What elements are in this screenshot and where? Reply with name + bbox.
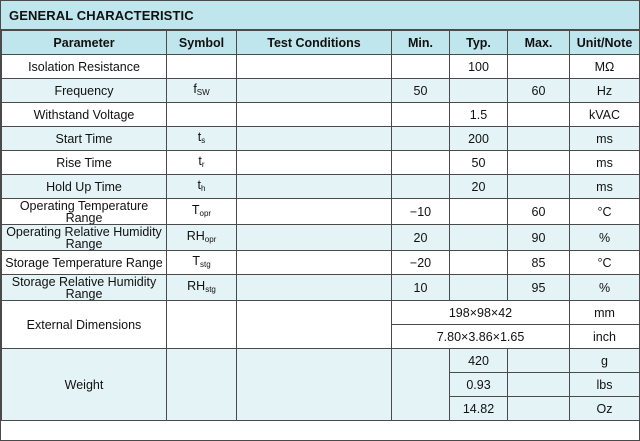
cell-max bbox=[508, 397, 570, 421]
cell-typ: 50 bbox=[450, 151, 508, 175]
symbol-sub: r bbox=[201, 159, 205, 169]
cell-typ bbox=[450, 79, 508, 103]
table-row bbox=[2, 301, 640, 325]
cell-min: −10 bbox=[392, 199, 450, 225]
cell-test-conditions bbox=[237, 151, 392, 175]
cell-unit: Hz bbox=[570, 79, 640, 103]
cell-symbol bbox=[167, 175, 237, 199]
symbol-main: t bbox=[197, 177, 202, 192]
cell-parameter: Start Time bbox=[2, 127, 167, 151]
cell-typ: 200 bbox=[450, 127, 508, 151]
header-max: Max. bbox=[508, 31, 570, 55]
table-row bbox=[2, 349, 640, 373]
cell-typ bbox=[450, 251, 508, 275]
table-row bbox=[2, 275, 640, 301]
cell-typ: 100 bbox=[450, 55, 508, 79]
cell-symbol bbox=[167, 103, 237, 127]
cell-typ bbox=[450, 275, 508, 301]
table-row bbox=[2, 103, 640, 127]
cell-test-conditions bbox=[237, 103, 392, 127]
cell-max: 60 bbox=[508, 199, 570, 225]
cell-max: 60 bbox=[508, 79, 570, 103]
cell-symbol bbox=[167, 349, 237, 421]
symbol-main: T bbox=[191, 202, 200, 217]
cell-symbol bbox=[167, 199, 237, 225]
cell-test-conditions bbox=[237, 127, 392, 151]
cell-max bbox=[508, 373, 570, 397]
cell-unit: °C bbox=[570, 199, 640, 225]
cell-min bbox=[392, 127, 450, 151]
cell-max bbox=[508, 55, 570, 79]
table-row bbox=[2, 79, 640, 103]
cell-symbol bbox=[167, 225, 237, 251]
cell-typ: 420 bbox=[450, 349, 508, 373]
cell-unit: % bbox=[570, 275, 640, 301]
cell-test-conditions bbox=[237, 225, 392, 251]
cell-unit: Oz bbox=[570, 397, 640, 421]
cell-max: 85 bbox=[508, 251, 570, 275]
cell-unit: MΩ bbox=[570, 55, 640, 79]
title-bar bbox=[1, 1, 639, 30]
cell-min bbox=[392, 151, 450, 175]
characteristics-table bbox=[1, 30, 640, 421]
cell-test-conditions bbox=[237, 349, 392, 421]
cell-symbol bbox=[167, 127, 237, 151]
cell-max: 95 bbox=[508, 275, 570, 301]
table-row bbox=[2, 251, 640, 275]
cell-max: 90 bbox=[508, 225, 570, 251]
cell-min: 50 bbox=[392, 79, 450, 103]
cell-test-conditions bbox=[237, 275, 392, 301]
symbol-main: RH bbox=[187, 278, 206, 293]
symbol-sub: stg bbox=[199, 259, 211, 269]
cell-test-conditions bbox=[237, 301, 392, 349]
cell-unit: kVAC bbox=[570, 103, 640, 127]
cell-unit: g bbox=[570, 349, 640, 373]
cell-parameter: Rise Time bbox=[2, 151, 167, 175]
cell-typ: 20 bbox=[450, 175, 508, 199]
table-row bbox=[2, 151, 640, 175]
header-test-conditions: Test Conditions bbox=[237, 31, 392, 55]
cell-min bbox=[392, 175, 450, 199]
cell-parameter: Operating Relative Humidity Range bbox=[2, 225, 167, 251]
cell-symbol bbox=[167, 301, 237, 349]
cell-parameter: Storage Temperature Range bbox=[2, 251, 167, 275]
cell-symbol bbox=[167, 79, 237, 103]
symbol-main: t bbox=[198, 153, 202, 168]
table-row bbox=[2, 175, 640, 199]
table-row bbox=[2, 55, 640, 79]
symbol-main: T bbox=[192, 253, 200, 268]
cell-test-conditions bbox=[237, 251, 392, 275]
cell-symbol bbox=[167, 251, 237, 275]
section-title: GENERAL CHARACTERISTIC bbox=[9, 8, 194, 23]
cell-parameter-weight: Weight bbox=[2, 349, 167, 421]
cell-max bbox=[508, 175, 570, 199]
header-parameter: Parameter bbox=[2, 31, 167, 55]
cell-parameter: Withstand Voltage bbox=[2, 103, 167, 127]
cell-unit: ms bbox=[570, 175, 640, 199]
cell-min: −20 bbox=[392, 251, 450, 275]
symbol-sub: s bbox=[201, 135, 206, 145]
cell-unit: % bbox=[570, 225, 640, 251]
cell-parameter: Frequency bbox=[2, 79, 167, 103]
cell-typ: 14.82 bbox=[450, 397, 508, 421]
header-typ: Typ. bbox=[450, 31, 508, 55]
cell-symbol bbox=[167, 151, 237, 175]
cell-typ bbox=[450, 199, 508, 225]
cell-unit: lbs bbox=[570, 373, 640, 397]
cell-min bbox=[392, 103, 450, 127]
cell-parameter: Isolation Resistance bbox=[2, 55, 167, 79]
symbol-sub: h bbox=[201, 183, 206, 193]
table-row bbox=[2, 199, 640, 225]
cell-unit: mm bbox=[570, 301, 640, 325]
cell-unit: °C bbox=[570, 251, 640, 275]
symbol-main: t bbox=[197, 129, 202, 144]
symbol-sub: stg bbox=[205, 284, 216, 294]
symbol-sub: opr bbox=[199, 208, 212, 218]
cell-typ bbox=[450, 225, 508, 251]
cell-symbol bbox=[167, 275, 237, 301]
cell-dimension-value: 198×98×42 bbox=[392, 301, 570, 325]
cell-max bbox=[508, 349, 570, 373]
cell-parameter: Storage Relative Humidity Range bbox=[2, 275, 167, 301]
symbol-sub: SW bbox=[196, 87, 210, 97]
cell-test-conditions bbox=[237, 79, 392, 103]
cell-min bbox=[392, 349, 450, 421]
header-unit: Unit/Note bbox=[570, 31, 640, 55]
header-symbol: Symbol bbox=[167, 31, 237, 55]
cell-min: 20 bbox=[392, 225, 450, 251]
symbol-main: RH bbox=[186, 228, 205, 243]
symbol-main: f bbox=[193, 81, 197, 96]
cell-unit: inch bbox=[570, 325, 640, 349]
cell-parameter: Operating Temperature Range bbox=[2, 199, 167, 225]
cell-test-conditions bbox=[237, 199, 392, 225]
cell-unit: ms bbox=[570, 151, 640, 175]
cell-min: 10 bbox=[392, 275, 450, 301]
cell-unit: ms bbox=[570, 127, 640, 151]
cell-min bbox=[392, 55, 450, 79]
symbol-sub: opr bbox=[204, 234, 217, 244]
header-row bbox=[2, 31, 640, 55]
table-row bbox=[2, 225, 640, 251]
cell-max bbox=[508, 127, 570, 151]
cell-symbol bbox=[167, 55, 237, 79]
cell-max bbox=[508, 103, 570, 127]
cell-max bbox=[508, 151, 570, 175]
cell-parameter: Hold Up Time bbox=[2, 175, 167, 199]
cell-parameter-external-dimensions: External Dimensions bbox=[2, 301, 167, 349]
cell-test-conditions bbox=[237, 175, 392, 199]
table-row bbox=[2, 127, 640, 151]
cell-test-conditions bbox=[237, 55, 392, 79]
cell-typ: 0.93 bbox=[450, 373, 508, 397]
cell-dimension-value: 7.80×3.86×1.65 bbox=[392, 325, 570, 349]
header-min: Min. bbox=[392, 31, 450, 55]
cell-typ: 1.5 bbox=[450, 103, 508, 127]
